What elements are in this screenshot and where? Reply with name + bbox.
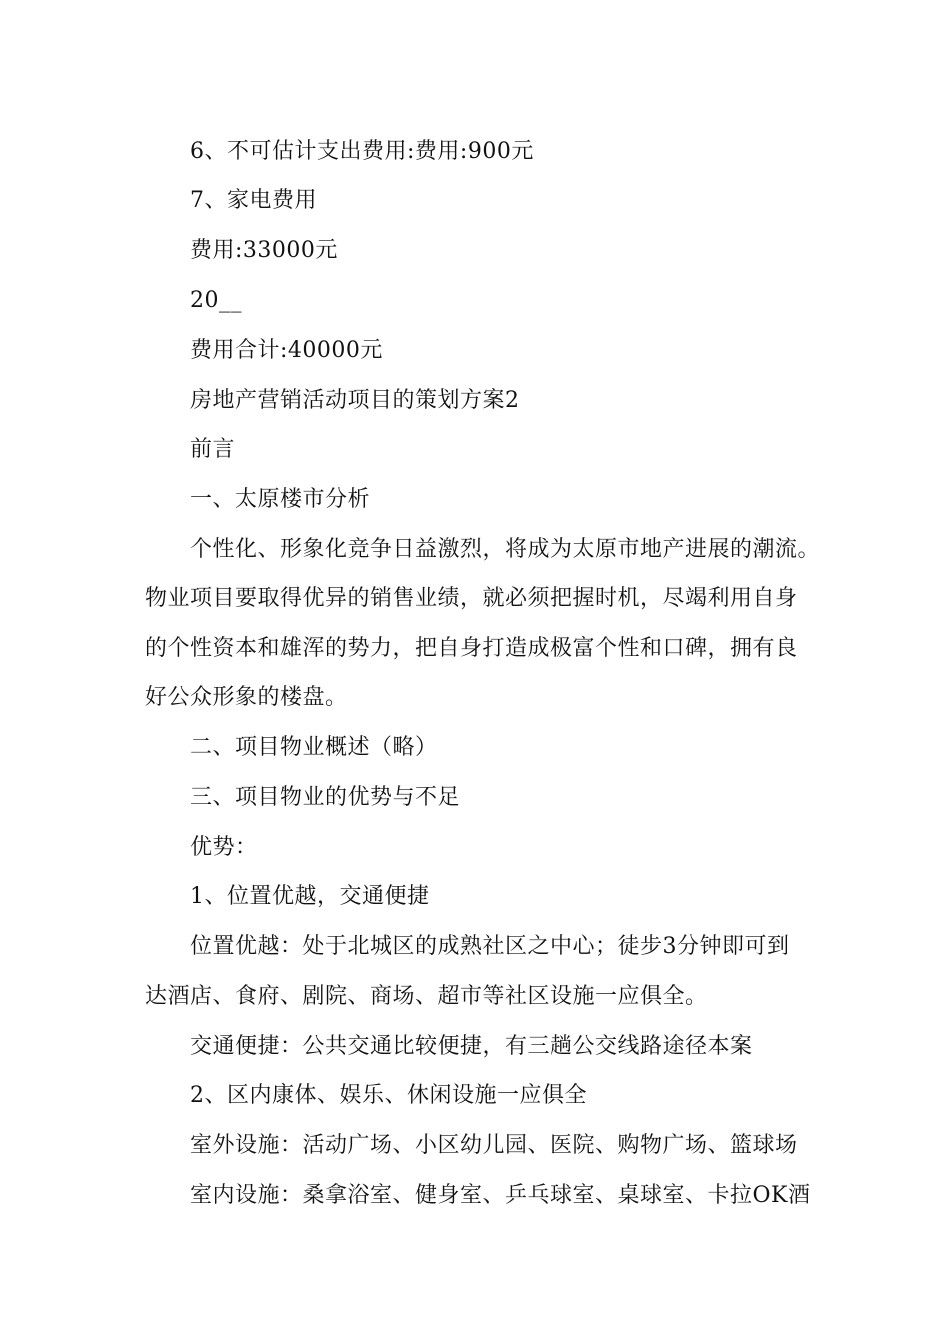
text-line: 7、家电费用 [190,188,317,213]
text-line: 费用:33000元 [190,238,338,263]
section-title: 房地产营销活动项目的策划方案2 [190,388,520,413]
text-line: 20__ [190,288,242,313]
section-heading: 二、项目物业概述（略） [190,735,438,760]
paragraph-line: 好公众形象的楼盘。 [145,685,348,710]
list-item: 2、区内康体、娱乐、休闲设施一应俱全 [190,1083,587,1108]
section-heading: 前言 [190,437,236,462]
paragraph-line: 位置优越：处于北城区的成熟社区之中心；徒步3分钟即可到 [190,934,790,959]
paragraph-line: 室外设施：活动广场、小区幼儿园、医院、购物广场、篮球场 [190,1133,798,1158]
section-heading: 一、太原楼市分析 [190,487,371,512]
text-line: 6、不可估计支出费用:费用:900元 [190,139,534,164]
section-heading: 三、项目物业的优势与不足 [190,785,461,810]
text-line: 费用合计:40000元 [190,338,383,363]
paragraph-line: 室内设施：桑拿浴室、健身室、乒乓球室、桌球室、卡拉OK酒 [190,1183,811,1208]
paragraph-line: 的个性资本和雄浑的势力，把自身打造成极富个性和口碑，拥有良 [145,636,798,661]
paragraph-line: 个性化、形象化竞争日益激烈，将成为太原市地产进展的潮流。 [190,537,821,562]
paragraph-line: 物业项目要取得优异的销售业绩，就必须把握时机，尽竭利用自身 [145,586,798,611]
paragraph-line: 交通便捷：公共交通比较便捷，有三趟公交线路途径本案 [190,1034,753,1059]
subheading: 优势： [190,835,258,860]
list-item: 1、位置优越，交通便捷 [190,884,430,909]
paragraph-line: 达酒店、食府、剧院、商场、超市等社区设施一应俱全。 [145,984,708,1009]
